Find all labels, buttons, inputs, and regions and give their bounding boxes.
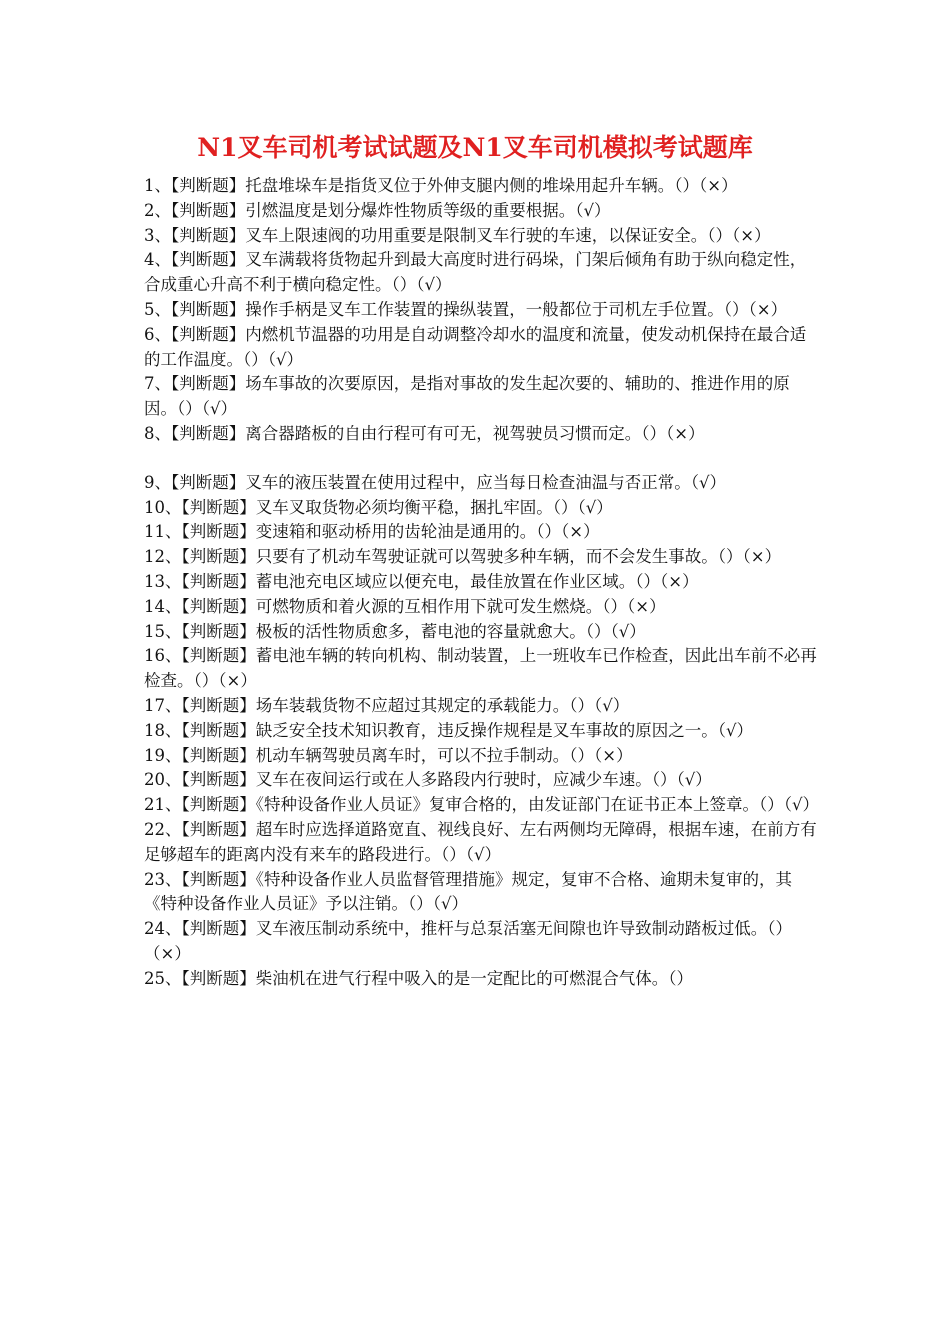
question-item: 3、【判断题】叉车上限速阀的功用重要是限制叉车行驶的车速，以保证安全。（）（×） xyxy=(144,225,771,245)
question-item: 24、【判断题】叉车液压制动系统中，推杆与总泵活塞无间隙也许导致制动踏板过低。（）（×） xyxy=(144,919,792,963)
question-item: 11、【判断题】变速箱和驱动桥用的齿轮油是通用的。（）（×） xyxy=(144,522,600,542)
question-list xyxy=(144,174,822,992)
question-item: 19、【判断题】机动车辆驾驶员离车时，可以不拉手制动。（）（×） xyxy=(144,745,633,765)
document-title: N1叉车司机考试试题及N1叉车司机模拟考试题库 xyxy=(197,133,753,162)
question-item: 14、【判断题】可燃物质和着火源的互相作用下就可发生燃烧。（）（×） xyxy=(144,596,666,616)
question-item: 17、【判断题】场车装载货物不应超过其规定的承载能力。（）（√） xyxy=(144,695,630,715)
question-item: 18、【判断题】缺乏安全技术知识教育，违反操作规程是叉车事故的原因之一。（√） xyxy=(144,720,754,740)
question-item: 21、【判断题】《特种设备作业人员证》复审合格的，由发证部门在证书正本上签章。（）（√） xyxy=(144,795,820,815)
question-item: 13、【判断题】蓄电池充电区域应以便充电，最佳放置在作业区域。（）（×） xyxy=(144,571,699,591)
question-item: 7、【判断题】场车事故的次要原因，是指对事故的发生起次要的、辅助的、推进作用的原因。（）（√） xyxy=(144,374,790,419)
question-item: 23、【判断题】《特种设备作业人员监督管理措施》规定，复审不合格、逾期未复审的，其《特种设备作业人员证》予以注销。（）（√） xyxy=(144,869,792,914)
question-item: 8、【判断题】离合器踏板的自由行程可有可无，视驾驶员习惯而定。（）（×） xyxy=(144,423,705,443)
question-item: 16、【判断题】蓄电池车辆的转向机构、制动装置，上一班收车已作检查，因此出车前不必再检查。（）（×） xyxy=(144,646,817,691)
question-item: 10、【判断题】叉车叉取货物必须均衡平稳，捆扎牢固。（）（√） xyxy=(144,497,613,517)
question-item: 20、【判断题】叉车在夜间运行或在人多路段内行驶时，应减少车速。（）（√） xyxy=(144,770,712,790)
question-item: 25、【判断题】柴油机在进气行程中吸入的是一定配比的可燃混合气体。（） xyxy=(144,968,693,988)
question-item: 15、【判断题】极板的活性物质愈多，蓄电池的容量就愈大。（）（√） xyxy=(144,621,646,641)
question-item: 4、【判断题】叉车满载将货物起升到最大高度时进行码垛，门架后倾角有助于纵向稳定性，合成重心升高不利于横向稳定性。（）（√） xyxy=(144,250,807,295)
question-item: 1、【判断题】托盘堆垛车是指货叉位于外伸支腿内侧的堆垛用起升车辆。（）（×） xyxy=(144,176,738,195)
question-item: 12、【判断题】只要有了机动车驾驶证就可以驾驶多种车辆，而不会发生事故。（）（×） xyxy=(144,547,782,567)
question-item: 22、【判断题】超车时应选择道路宽直、视线良好、左右两侧均无障碍，根据车速，在前方有足够超车的距离内没有来车的路段进行。（）（√） xyxy=(144,819,817,864)
question-item: 6、【判断题】内燃机节温器的功用是自动调整冷却水的温度和流量，使发动机保持在最合适的工作温度。（）（√） xyxy=(144,324,807,369)
question-item: 9、【判断题】叉车的液压装置在使用过程中，应当每日检查油温与否正常。（√） xyxy=(144,472,727,492)
question-item: 2、【判断题】引燃温度是划分爆炸性物质等级的重要根据。（√） xyxy=(144,200,611,220)
question-item: 5、【判断题】操作手柄是叉车工作装置的操纵装置，一般都位于司机左手位置。（）（×） xyxy=(144,299,788,319)
